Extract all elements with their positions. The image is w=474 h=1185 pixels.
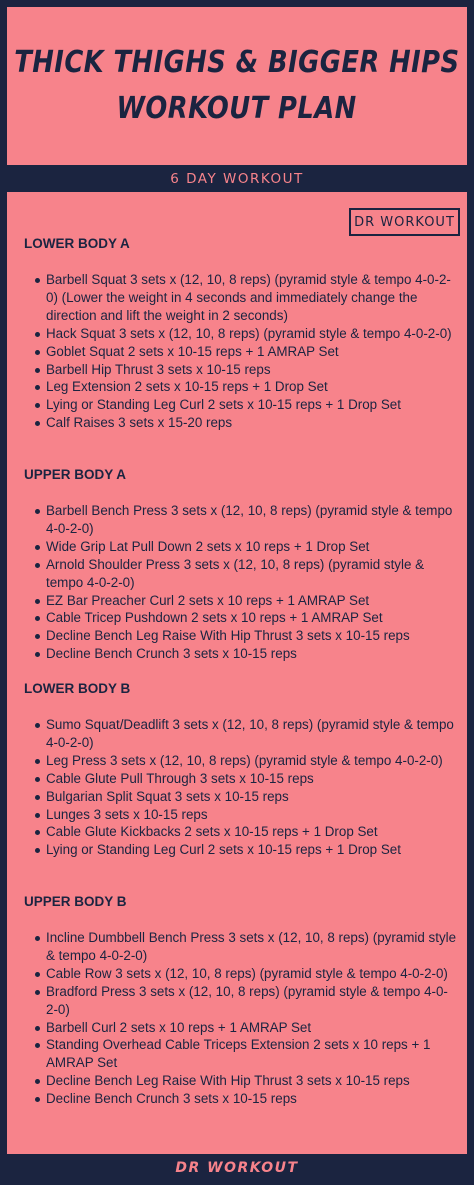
list-item: Cable Glute Pull Through 3 sets x 10-15 reps bbox=[46, 770, 458, 788]
list-item: Barbell Curl 2 sets x 10 reps + 1 AMRAP Set bbox=[46, 1019, 458, 1037]
section-title: LOWER BODY B bbox=[24, 681, 131, 696]
page-title-line-2: WORKOUT PLAN bbox=[116, 91, 358, 126]
exercise-list bbox=[46, 502, 458, 663]
list-item: Wide Grip Lat Pull Down 2 sets x 10 reps + 1 Drop Set bbox=[46, 538, 458, 556]
footer-brand: DR WORKOUT bbox=[175, 1160, 299, 1176]
list-item: Leg Press 3 sets x (12, 10, 8 reps) (pyramid style & tempo 4-0-2-0) bbox=[46, 752, 458, 770]
exercise-list bbox=[46, 716, 458, 859]
brand-badge: DR WORKOUT bbox=[349, 208, 460, 236]
list-item: Leg Extension 2 sets x 10-15 reps + 1 Drop Set bbox=[46, 378, 458, 396]
list-item: Cable Tricep Pushdown 2 sets x 10 reps + 1 AMRAP Set bbox=[46, 609, 458, 627]
content-panel bbox=[7, 192, 467, 1154]
list-item: EZ Bar Preacher Curl 2 sets x 10 reps + 1 AMRAP Set bbox=[46, 592, 458, 610]
list-item: Cable Glute Kickbacks 2 sets x 10-15 reps + 1 Drop Set bbox=[46, 823, 458, 841]
section-title: LOWER BODY A bbox=[24, 236, 130, 251]
list-item: Lying or Standing Leg Curl 2 sets x 10-15 reps + 1 Drop Set bbox=[46, 841, 458, 859]
list-item: Barbell Bench Press 3 sets x (12, 10, 8 reps) (pyramid style & tempo 4-0-2-0) bbox=[46, 502, 458, 538]
list-item: Lying or Standing Leg Curl 2 sets x 10-15 reps + 1 Drop Set bbox=[46, 396, 458, 414]
page-title-line-1: THICK THIGHS & BIGGER HIPS bbox=[14, 45, 460, 80]
list-item: Decline Bench Leg Raise With Hip Thrust 3 sets x 10-15 reps bbox=[46, 627, 458, 645]
section-title: UPPER BODY A bbox=[24, 467, 127, 482]
list-item: Decline Bench Leg Raise With Hip Thrust 3 sets x 10-15 reps bbox=[46, 1072, 458, 1090]
list-item: Calf Raises 3 sets x 15-20 reps bbox=[46, 414, 458, 432]
list-item: Incline Dumbbell Bench Press 3 sets x (12, 10, 8 reps) (pyramid style & tempo 4-0-2-0) bbox=[46, 930, 457, 963]
list-item: Lunges 3 sets x 10-15 reps bbox=[46, 806, 458, 824]
title-panel bbox=[7, 7, 467, 165]
list-item: Goblet Squat 2 sets x 10-15 reps + 1 AMRAP Set bbox=[46, 343, 458, 361]
exercise-list bbox=[46, 929, 458, 1108]
list-item: Barbell Squat 3 sets x (12, 10, 8 reps) (pyramid style & tempo 4-0-2-0) (Lower the weight in 4 seconds and immediately change the direction and lift the weight in 2 seconds) bbox=[46, 271, 458, 325]
list-item: Barbell Hip Thrust 3 sets x 10-15 reps bbox=[46, 361, 458, 379]
list-item: Decline Bench Crunch 3 sets x 10-15 reps bbox=[46, 645, 458, 663]
list-item: Sumo Squat/Deadlift 3 sets x (12, 10, 8 reps) (pyramid style & tempo 4-0-2-0) bbox=[46, 716, 458, 752]
list-item: Bradford Press 3 sets x (12, 10, 8 reps) (pyramid style & tempo 4-0-2-0) bbox=[46, 983, 458, 1019]
list-item: Decline Bench Crunch 3 sets x 10-15 reps bbox=[46, 1090, 458, 1108]
section-title: UPPER BODY B bbox=[24, 894, 127, 909]
list-item: Cable Row 3 sets x (12, 10, 8 reps) (pyramid style & tempo 4-0-2-0) bbox=[46, 965, 458, 983]
page-subtitle: 6 DAY WORKOUT bbox=[170, 171, 304, 187]
list-item: Bulgarian Split Squat 3 sets x 10-15 reps bbox=[46, 788, 458, 806]
exercise-list bbox=[46, 271, 458, 432]
list-item: Standing Overhead Cable Triceps Extension 2 sets x 10 reps + 1 AMRAP Set bbox=[46, 1036, 458, 1072]
list-item: Arnold Shoulder Press 3 sets x (12, 10, 8 reps) (pyramid style & tempo 4-0-2-0) bbox=[46, 556, 458, 592]
list-item: Hack Squat 3 sets x (12, 10, 8 reps) (pyramid style & tempo 4-0-2-0) bbox=[46, 325, 458, 343]
